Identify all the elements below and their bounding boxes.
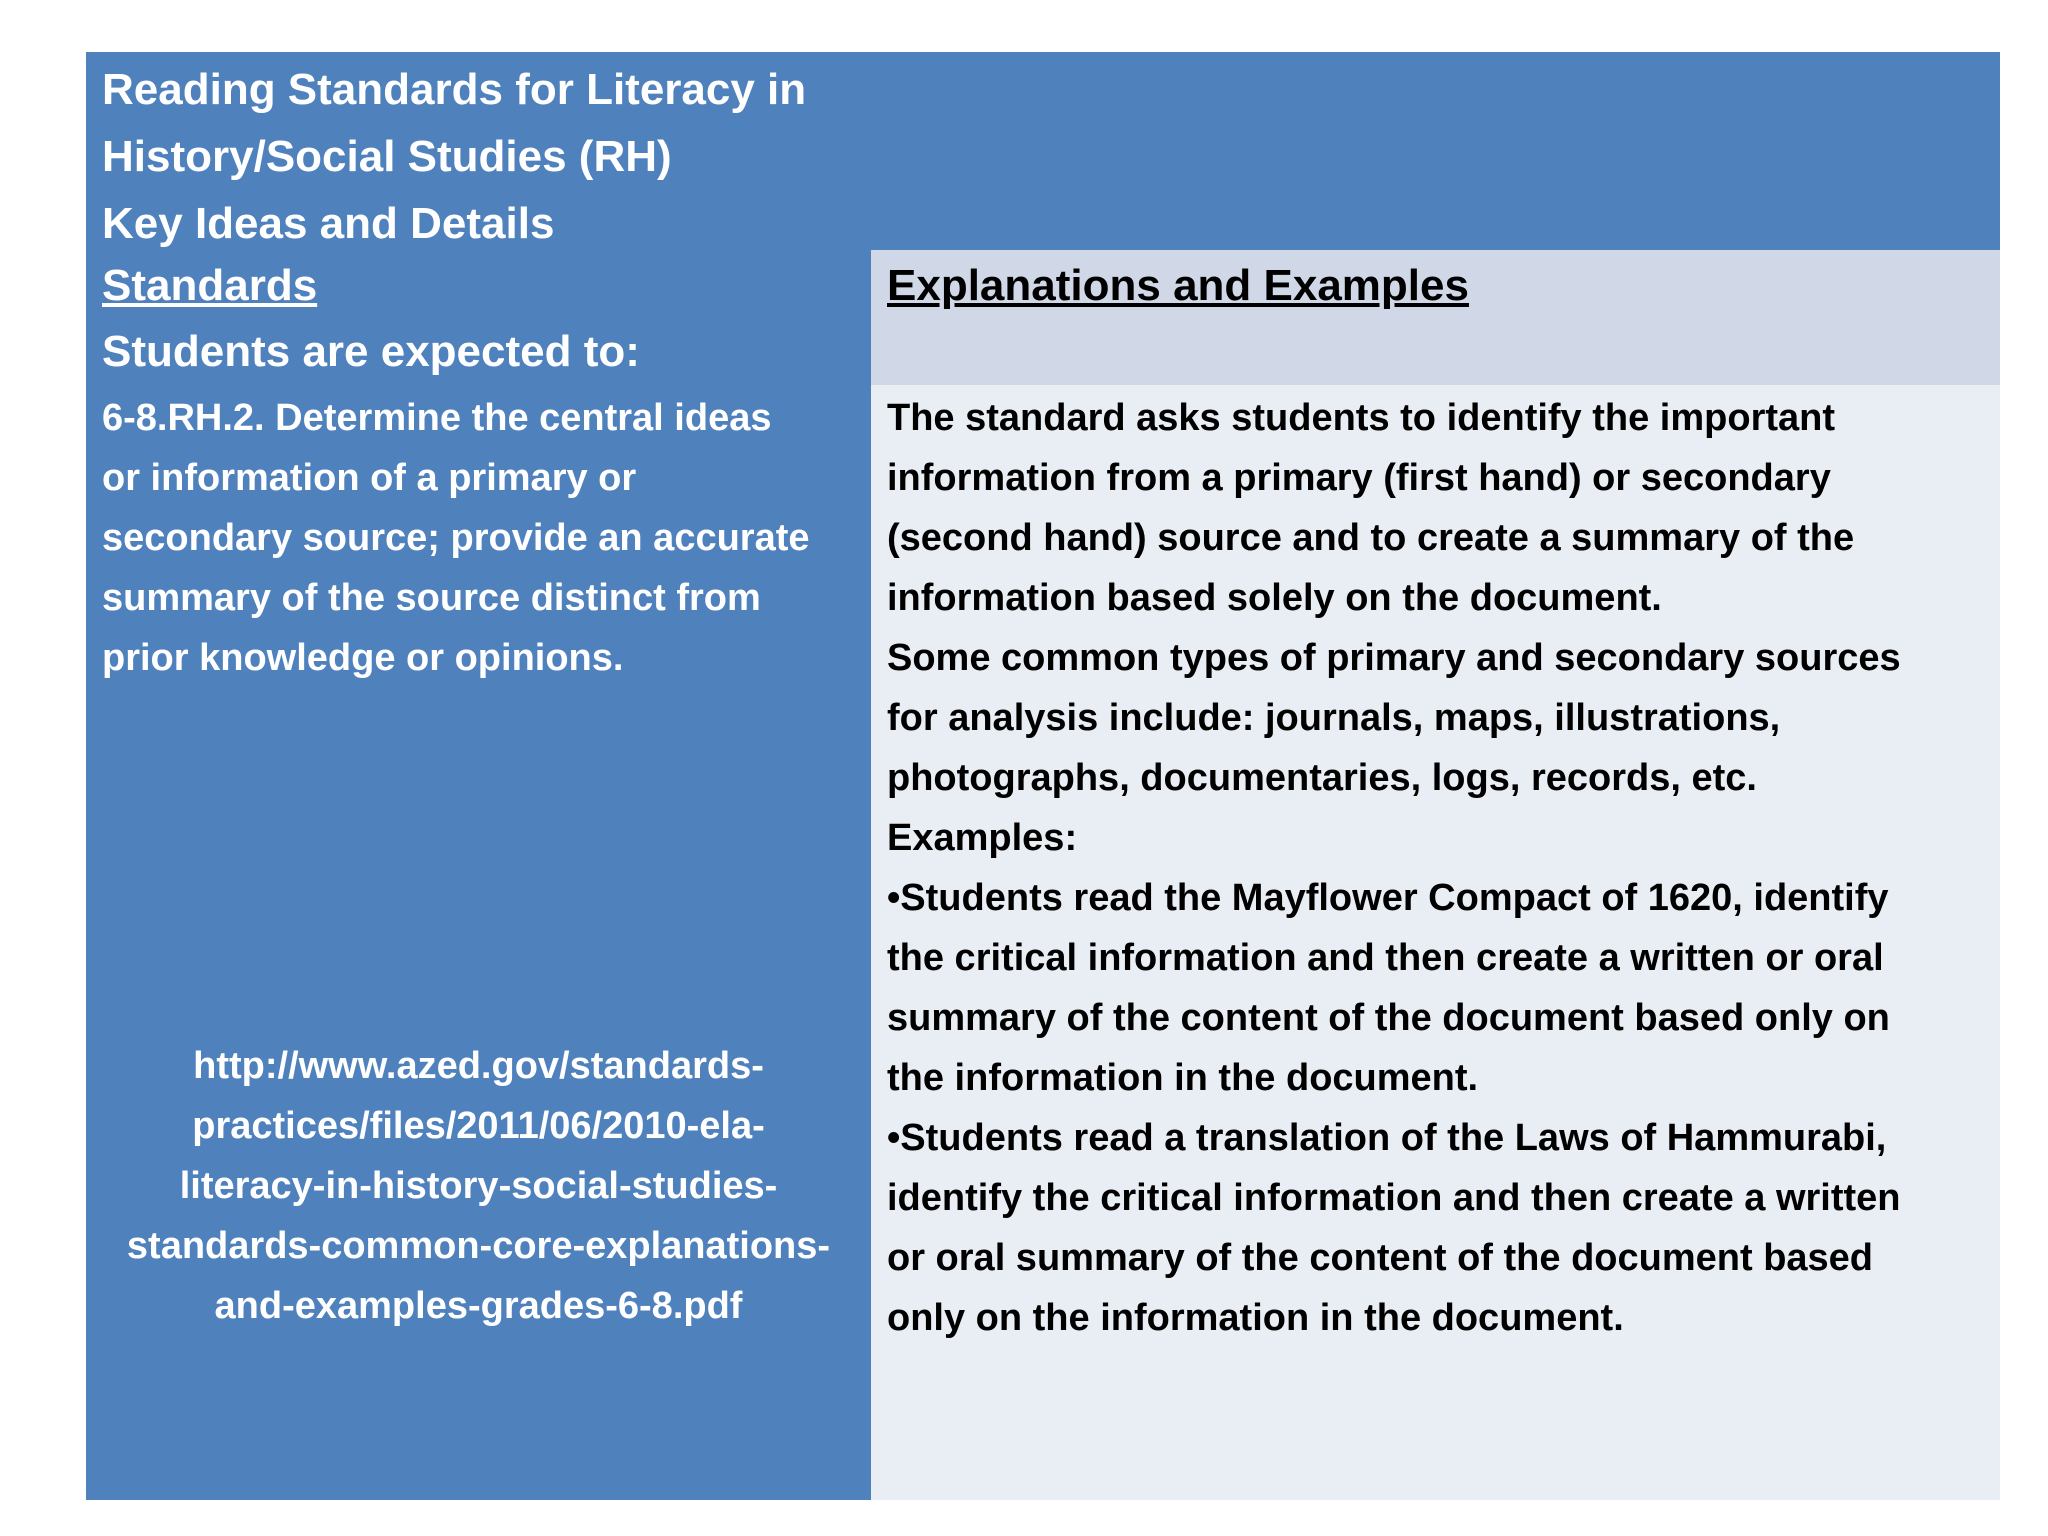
explanation-line: identify the critical information and then create a written [887, 1177, 1901, 1219]
explanation-line: for analysis include: journals, maps, illustrations, [887, 697, 1781, 739]
explanation-line: •Students read the Mayflower Compact of 1620, identify [887, 877, 1889, 919]
standard-line: prior knowledge or opinions. [102, 637, 624, 679]
table-title [102, 56, 1002, 257]
explanation-line: The standard asks students to identify the important [887, 397, 1836, 439]
explanation-line: (second hand) source and to create a summary of the [887, 517, 1855, 559]
title-line: Key Ideas and Details [102, 199, 555, 248]
title-line: History/Social Studies (RH) [102, 132, 672, 181]
explanation-line: only on the information in the document. [887, 1297, 1624, 1339]
standards-table [86, 52, 2000, 1500]
standards-heading-block [102, 253, 640, 385]
explanation-line: summary of the content of the document based only on [887, 997, 1890, 1039]
explanation-line: Examples: [887, 817, 1078, 859]
standards-subheading: Students are expected to: [102, 327, 640, 376]
standards-cell [86, 250, 871, 1500]
explanation-line: the critical information and then create a written or oral [887, 937, 1884, 979]
url-line: standards-common-core-explanations- [126, 1225, 831, 1267]
standards-heading: Standards [102, 261, 318, 310]
explanation-line: the information in the document. [887, 1057, 1479, 1099]
url-line: and-examples-grades-6-8.pdf [214, 1285, 743, 1327]
url-line: http://www.azed.gov/standards- [193, 1045, 764, 1087]
explanations-body-cell [871, 385, 2000, 1500]
explanation-line: or oral summary of the content of the document based [887, 1237, 1874, 1279]
standard-line: or information of a primary or [102, 457, 637, 499]
explanation-line: •Students read a translation of the Laws of Hammurabi, [887, 1117, 1887, 1159]
url-line: literacy-in-history-social-studies- [179, 1165, 778, 1207]
explanation-line: information from a primary (first hand) or secondary [887, 457, 1831, 499]
explanations-header-cell [871, 250, 2000, 385]
url-line: practices/files/2011/06/2010-ela- [192, 1105, 765, 1147]
title-line: Reading Standards for Literacy in [102, 65, 807, 114]
explanation-line: Some common types of primary and secondary sources [887, 637, 1901, 679]
standard-line: secondary source; provide an accurate [102, 517, 810, 559]
standard-line: 6-8.RH.2. Determine the central ideas [102, 397, 772, 439]
explanations-text [887, 388, 1987, 1348]
source-url [86, 1036, 871, 1336]
standard-description [102, 388, 862, 688]
explanations-heading: Explanations and Examples [887, 261, 1469, 310]
explanation-line: information based solely on the document. [887, 577, 1662, 619]
standard-line: summary of the source distinct from [102, 577, 761, 619]
explanation-line: photographs, documentaries, logs, records, etc. [887, 757, 1757, 799]
table-title-cell [86, 52, 2000, 250]
